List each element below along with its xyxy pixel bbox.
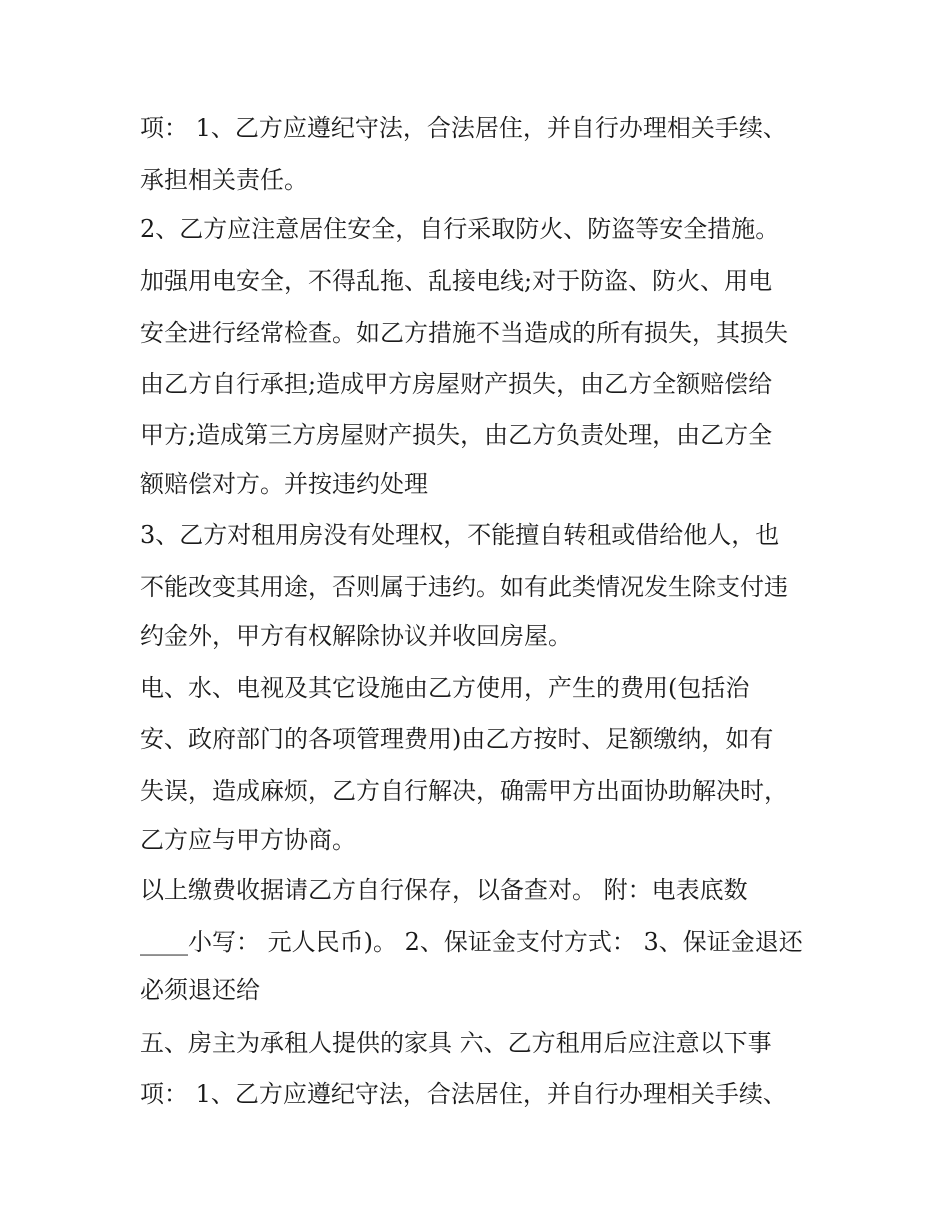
- text-line: 以上缴费收据请乙方自行保存，以备查对。 附：电表底数: [140, 876, 748, 904]
- text-line: 承担相关责任。: [140, 166, 308, 194]
- text-line: 项： 1、乙方应遵纪守法，合法居住，并自行办理相关手续、: [140, 1080, 787, 1108]
- text-line: 电、水、电视及其它设施由乙方使用，产生的费用(包括治: [140, 674, 750, 702]
- text-line: 2、乙方应注意居住安全，自行采取防火、防盗等安全措施。: [140, 215, 780, 243]
- text-line: 甲方;造成第三方房屋财产损失，由乙方负责处理，由乙方全: [140, 421, 773, 449]
- text-line: 不能改变其用途，否则属于违约。如有此类情况发生除支付违: [140, 573, 788, 601]
- text-line: 安全进行经常检查。如乙方措施不当造成的所有损失，其损失: [140, 319, 788, 347]
- text-line: 必须退还给: [140, 976, 260, 1004]
- text-line: ____小写： 元人民币)。 2、保证金支付方式： 3、保证金退还: [140, 928, 803, 956]
- text-line: 3、乙方对租用房没有处理权，不能擅自转租或借给他人，也: [140, 521, 780, 549]
- text-line: 五、房主为承租人提供的家具 六、乙方租用后应注意以下事: [140, 1029, 772, 1057]
- text-line: 失误，造成麻烦，乙方自行解决，确需甲方出面协助解决时，: [140, 777, 788, 805]
- text-line: 额赔偿对方。并按违约处理: [140, 470, 428, 498]
- text-line: 约金外，甲方有权解除协议并收回房屋。: [140, 622, 572, 650]
- text-line: 乙方应与甲方协商。: [140, 826, 356, 854]
- text-line: 加强用电安全，不得乱拖、乱接电线;对于防盗、防火、用电: [140, 267, 773, 295]
- text-line: 安、政府部门的各项管理费用)由乙方按时、足额缴纳，如有: [140, 725, 774, 753]
- text-line: 由乙方自行承担;造成甲方房屋财产损失，由乙方全额赔偿给: [140, 370, 773, 398]
- text-line: 项： 1、乙方应遵纪守法，合法居住，并自行办理相关手续、: [140, 114, 787, 142]
